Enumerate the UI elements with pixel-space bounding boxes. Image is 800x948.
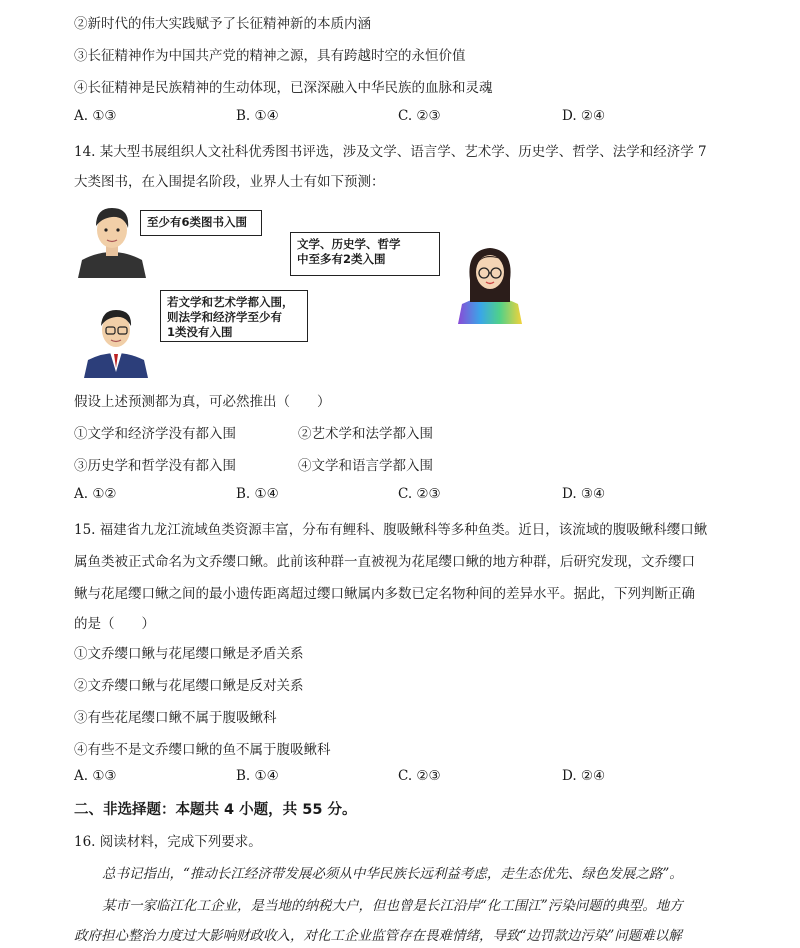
- q13-item-3: ③长征精神作为中国共产党的精神之源，具有跨越时空的永恒价值: [74, 48, 466, 64]
- q15-option-a: A. ①③: [74, 768, 117, 784]
- q13-options: [74, 108, 754, 128]
- q15-stem-line-4: 的是（ ）: [74, 616, 155, 632]
- q13-option-b: B. ①④: [236, 108, 279, 124]
- q15-stem-line-1: 15. 福建省九龙江流域鱼类资源丰富，分布有鲤科、腹吸鳅科等多种鱼类。近日，该流域的腹吸鳅科缨口鳅: [74, 522, 708, 538]
- q13-item-4: ④长征精神是民族精神的生动体现，已深深融入中华民族的血脉和灵魂: [74, 80, 493, 96]
- woman-illustration: [452, 240, 528, 324]
- q14-item-1: ①文学和经济学没有都入围: [74, 426, 236, 442]
- q14-question: 假设上述预测都为真，可必然推出（ ）: [74, 394, 331, 410]
- speech-bubble-1: 至少有6类图书入围: [140, 210, 262, 236]
- q15-option-d: D. ②④: [562, 768, 606, 784]
- q14-item-2: ②艺术学和法学都入围: [298, 426, 433, 442]
- man-suit-illustration: [80, 302, 152, 378]
- q16-paragraph-1: 总书记指出，“推动长江经济带发展必须从中华民族长远利益考虑，走生态优先、绿色发展之路”。: [102, 866, 683, 882]
- q13-option-c: C. ②③: [398, 108, 441, 124]
- speech-bubble-3-line-3: 1类没有入围: [167, 325, 233, 339]
- q15-stem-line-3: 鳅与花尾缨口鳅之间的最小遗传距离超过缨口鳅属内多数已定名物种间的差异水平。据此，下列判断正确: [74, 586, 695, 602]
- q14-stem-line-2: 大类图书，在入围提名阶段，业界人士有如下预测：: [74, 174, 385, 190]
- q15-stem-line-2: 属鱼类被正式命名为文乔缨口鳅。此前该种群一直被视为花尾缨口鳅的地方种群，后研究发现，文乔缨口: [74, 554, 695, 570]
- q14-option-b: B. ①④: [236, 486, 279, 502]
- q15-option-b: B. ①④: [236, 768, 279, 784]
- q13-option-d: D. ②④: [562, 108, 606, 124]
- q15-item-4: ④有些不是文乔缨口鳅的鱼不属于腹吸鳅科: [74, 742, 331, 758]
- q14-option-d: D. ③④: [562, 486, 606, 502]
- speech-bubble-2-line-1: 文学、历史学、哲学: [297, 237, 401, 251]
- speech-bubble-3-line-1: 若文学和艺术学都入围，: [167, 295, 294, 309]
- q15-item-2: ②文乔缨口鳅与花尾缨口鳅是反对关系: [74, 678, 304, 694]
- q15-item-1: ①文乔缨口鳅与花尾缨口鳅是矛盾关系: [74, 646, 304, 662]
- q13-item-2: ②新时代的伟大实践赋予了长征精神新的本质内涵: [74, 16, 371, 32]
- q15-option-c: C. ②③: [398, 768, 441, 784]
- q14-option-c: C. ②③: [398, 486, 441, 502]
- q16-paragraph-2-line-1: 某市一家临江化工企业，是当地的纳税大户，但也曾是长江沿岸“化工围江”污染问题的典型。地方: [102, 898, 683, 914]
- q14-stem-line-1: 14. 某大型书展组织人文社科优秀图书评选，涉及文学、语言学、艺术学、历史学、哲学、法学和经济学 7: [74, 144, 707, 160]
- q14-item-4: ④文学和语言学都入围: [298, 458, 433, 474]
- q14-options: [74, 486, 754, 506]
- man-casual-illustration: [74, 200, 150, 278]
- q14-items-row-1: [74, 422, 574, 442]
- q14-item-3: ③历史学和哲学没有都入围: [74, 458, 236, 474]
- q16-paragraph-2-line-2: 政府担心整治力度过大影响财政收入，对化工企业监管存在畏难情绪，导致“边罚款边污染”问题难以解: [74, 928, 682, 944]
- q16-stem: 16. 阅读材料，完成下列要求。: [74, 834, 262, 850]
- q14-option-a: A. ①②: [74, 486, 117, 502]
- speech-bubble-2-line-2: 中至多有2类入围: [297, 252, 386, 266]
- section-2-heading: 二、非选择题：本题共 4 小题，共 55 分。: [74, 802, 357, 818]
- speech-bubble-3: [160, 290, 308, 342]
- q13-option-a: A. ①③: [74, 108, 117, 124]
- q15-options: [74, 768, 754, 788]
- speech-bubble-2: [290, 232, 440, 276]
- q14-items-row-2: [74, 454, 574, 474]
- speech-bubble-3-line-2: 则法学和经济学至少有: [167, 310, 282, 324]
- q15-item-3: ③有些花尾缨口鳅不属于腹吸鳅科: [74, 710, 277, 726]
